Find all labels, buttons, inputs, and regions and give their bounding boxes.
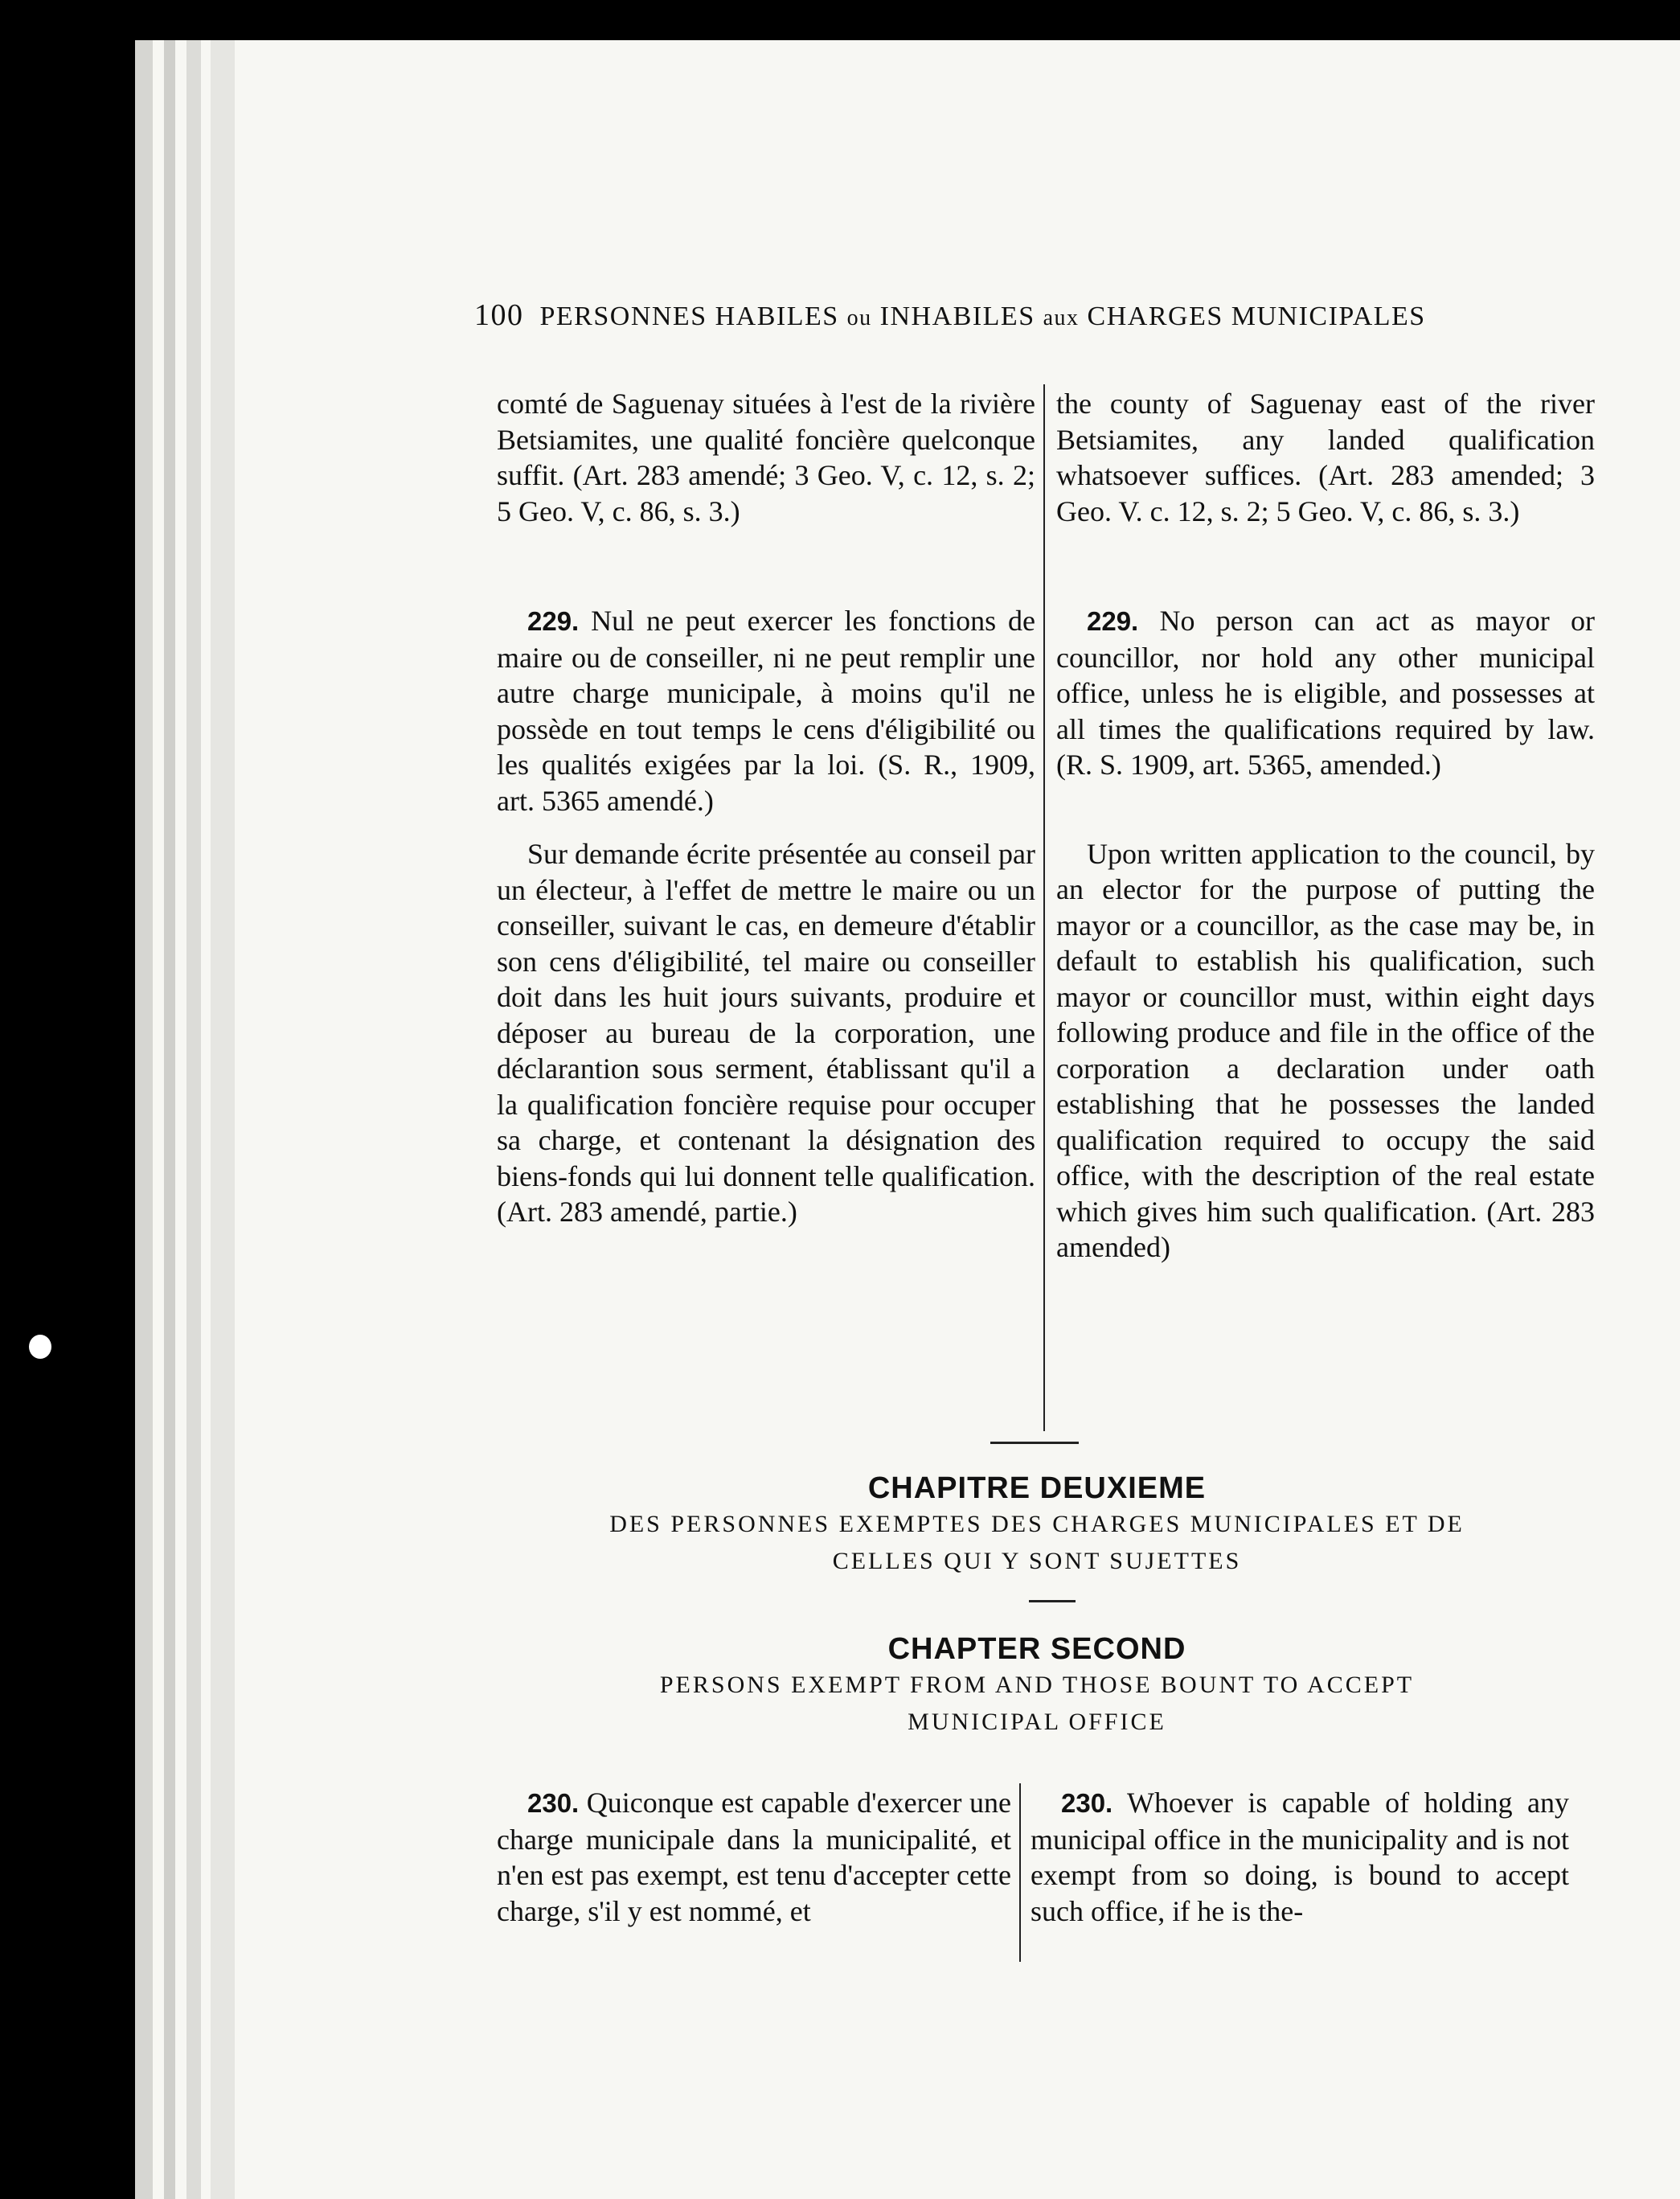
article-229-en-para2: Upon written application to the council, by an elector for the purpose of putting the mayor or a councillor, as the case may be, in default to establish his qualification, such mayor or councillor must, within eight days following produce and file in the office of the corporation a declaration under oath establishing that he possesses the landed qualification required to occupy the said office, with the description of the real estate which gives him such qualification. (Art. 283 amended)	[1056, 837, 1595, 1263]
page-edge	[186, 40, 201, 2199]
article-230-fr: 230. Quiconque est capable d'exercer une charge municipale dans la municipalité, et n'en est pas exempt, est tenu d'accepter cette charge, s'il y est nommé, et	[497, 1787, 1012, 1927]
article-229-en: 229. No person can act as mayor or councillor, nor hold any other municipal office, unless he is eligible, and possesses at all times the qualifications required by law. (R. S. 1909, art. 5365, amended.) Upon written application to the council, by an elector for the purpose of putting the mayor or a councillor, as the case may be, in default to establish his qualification, such mayor or councillor must, within eight days following produce and file in the office of the corporation a declaration under oath establishing that he possesses the landed qualification required to occupy the said office, with the description of the real estate which gives him such qualification. (Art. 283 amended)	[1056, 603, 1595, 1266]
chapter-title-fr: CHAPITRE DEUXIEME	[867, 1471, 1207, 1505]
chapter-subtitle-fr-1: DES PERSONNES EXEMPTES DES CHARGES MUNICIPALES ET DE	[609, 1511, 1465, 1537]
top-paragraph-en: the county of Saguenay east of the river Betsiamites, any landed qualification whatsoever suffices. (Art. 283 amended; 3 Geo. V. c. 12, s. 2; 5 Geo. V, c. 86, s. 3.)	[1056, 388, 1595, 527]
header-ou: ou	[846, 306, 872, 330]
chapter-subtitle-en-2: MUNICIPAL OFFICE	[908, 1709, 1166, 1735]
page-edge	[211, 40, 235, 2199]
chapter-heading-en	[474, 1632, 1600, 1741]
page-number: 100	[474, 298, 524, 332]
article-number: 230.	[1061, 1788, 1113, 1818]
header-title-2: INHABILES	[879, 302, 1035, 331]
section-rule	[990, 1442, 1079, 1444]
article-230-en: 230. Whoever is capable of holding any municipal office in the municipality and is not exempt from so doing, is bound to accept such office, if he is the-	[1031, 1787, 1569, 1927]
page-edge	[164, 40, 175, 2199]
chapter-title-en: CHAPTER SECOND	[887, 1632, 1186, 1666]
article-229-fr: 229. Nul ne peut exercer les fonctions de maire ou de conseiller, ni ne peut remplir une autre charge municipale, à moins qu'il ne possède en tout temps le cens d'éligibilité ou les qualités exigées par la loi. (S. R., 1909, art. 5365 amendé.) Sur demande écrite présentée au conseil par un électeur, à l'effet de mettre le maire ou un conseiller, suivant le cas, en demeure d'établir son cens d'éligibilité, tel maire ou conseiller doit dans les huit jours suivants, produire et déposer au bureau de la corporation, une déclarantion sous serment, établissant qu'il a la qualification foncière requise pour occuper sa charge, et contenant la désignation des biens-fonds qui lui donnent telle qualification. (Art. 283 amendé, partie.)	[497, 603, 1035, 1230]
running-header	[474, 297, 1600, 333]
header-aux: aux	[1043, 306, 1080, 330]
chapter-subtitle-en-1: PERSONS EXEMPT FROM AND THOSE BOUNT TO ACCEPT	[659, 1672, 1415, 1698]
article-229-fr-para2: Sur demande écrite présentée au conseil par un électeur, à l'effet de mettre le maire ou un conseiller, suivant le cas, en demeure d'établir son cens d'éligibilité, tel maire ou conseiller doit dans les huit jours suivants, produire et déposer au bureau de la corporation, une déclarantion sous serment, établissant qu'il a la qualification foncière requise pour occuper sa charge, et contenant la désignation des biens-fonds qui lui donnent telle qualification. (Art. 283 amendé, partie.)	[497, 838, 1035, 1228]
page-edge	[135, 40, 153, 2199]
article-number: 230.	[527, 1788, 580, 1818]
column-divider	[1019, 1783, 1021, 1962]
chapter-subtitle-fr-2: CELLES QUI Y SONT SUJETTES	[832, 1548, 1242, 1574]
section-rule	[1029, 1600, 1076, 1602]
article-number: 229.	[1087, 606, 1139, 636]
article-number: 229.	[527, 606, 580, 636]
column-divider	[1043, 384, 1045, 1431]
chapter-heading-fr	[474, 1471, 1600, 1580]
binding-hole	[29, 1335, 51, 1359]
header-title-1: PERSONNES HABILES	[539, 302, 839, 331]
header-title-3: CHARGES MUNICIPALES	[1087, 302, 1426, 331]
top-paragraph-fr: comté de Saguenay situées à l'est de la rivière Betsiamites, une qualité foncière quelconque suffit. (Art. 283 amendé; 3 Geo. V, c. 12, s. 2; 5 Geo. V, c. 86, s. 3.)	[497, 388, 1035, 527]
